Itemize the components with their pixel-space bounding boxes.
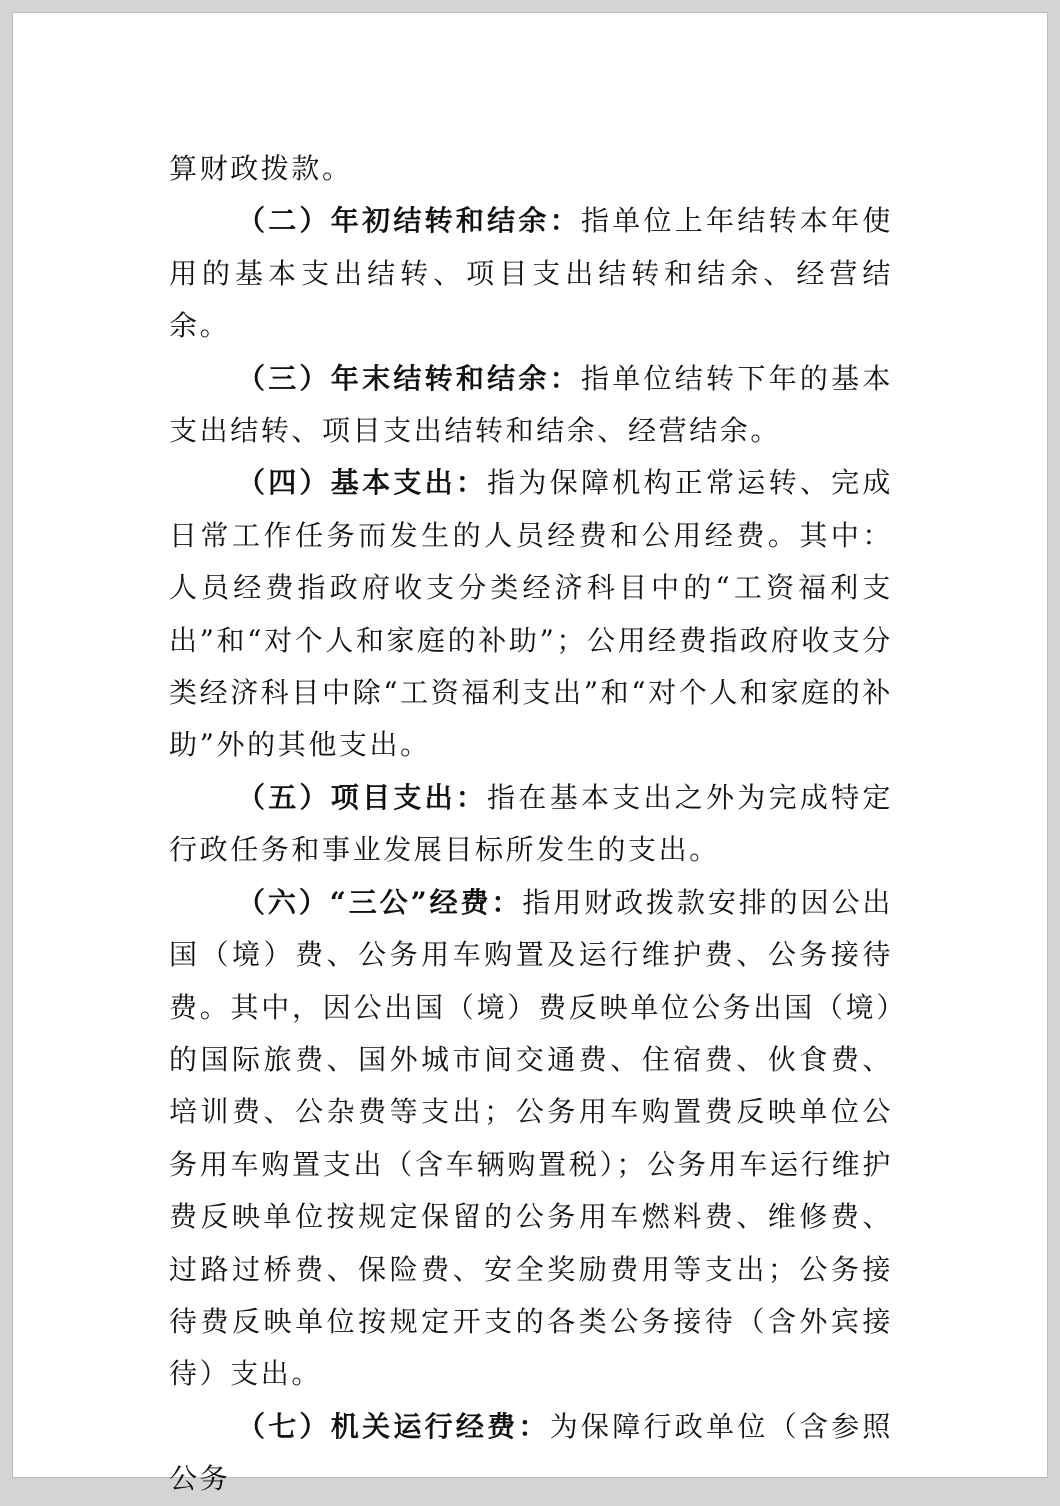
document-page <box>12 12 1048 1496</box>
paragraph-text: 指为保障机构正常运转、完成日常工作任务而发生的人员经费和公用经费。其中：人员经费指政府收支分类经济科目中的“工资福利支出”和“对个人和家庭的补助”；公用经费指政府收支分类经济科目中除“工资福利支出”和“对个人和家庭的补助”外的其他支出。 <box>169 466 893 762</box>
paragraph-term: （七）机关运行经费： <box>237 1409 550 1443</box>
paragraph-term: （四）基本支出： <box>237 466 488 500</box>
paragraph-text: 算财政拨款。 <box>169 152 353 185</box>
paragraph-term: （五）项目支出： <box>237 780 488 814</box>
paragraph-term: （二）年初结转和结余： <box>237 204 581 238</box>
paragraph-text: 指在基本支出之外为完成特定行政任务和事业发展目标所发生的支出。 <box>169 780 893 867</box>
paragraph-term: （三）年末结转和结余： <box>237 361 581 395</box>
paragraph-text: 为保障行政单位（含参照公务 <box>169 1409 893 1496</box>
paragraph-term: （六）“三公”经费： <box>237 885 523 919</box>
paragraph-basic-expenditure <box>169 457 893 771</box>
paragraph-text: 指用财政拨款安排的因公出国（境）费、公务用车购置及运行维护费、公务接待费。其中，因公出国（境）费反映单位公务出国（境）的国际旅费、国外城市间交通费、住宿费、伙食费、培训费、公杂费等支出；公务用车购置费反映单位公务用车购置支出（含车辆购置税）；公务用车运行维护费反映单位按规定保留的公务用车燃料费、维修费、过路过桥费、保险费、安全奖励费用等支出；公务接待费反映单位按规定开支的各类公务接待（含外宾接待）支出。 <box>169 885 894 1391</box>
paragraph-text: 指单位上年结转本年使用的基本支出结转、项目支出结转和结余、经营结余。 <box>169 204 893 343</box>
paragraph-carryover-end <box>169 353 893 458</box>
paragraph-text: 指单位结转下年的基本支出结转、项目支出结转和结余、经营结余。 <box>169 361 893 448</box>
paragraph-continuation <box>169 143 893 195</box>
paragraph-three-public-funds <box>169 877 893 1401</box>
paragraph-project-expenditure <box>169 772 893 877</box>
paragraph-carryover-beginning <box>169 195 893 352</box>
document-body <box>169 143 893 1506</box>
